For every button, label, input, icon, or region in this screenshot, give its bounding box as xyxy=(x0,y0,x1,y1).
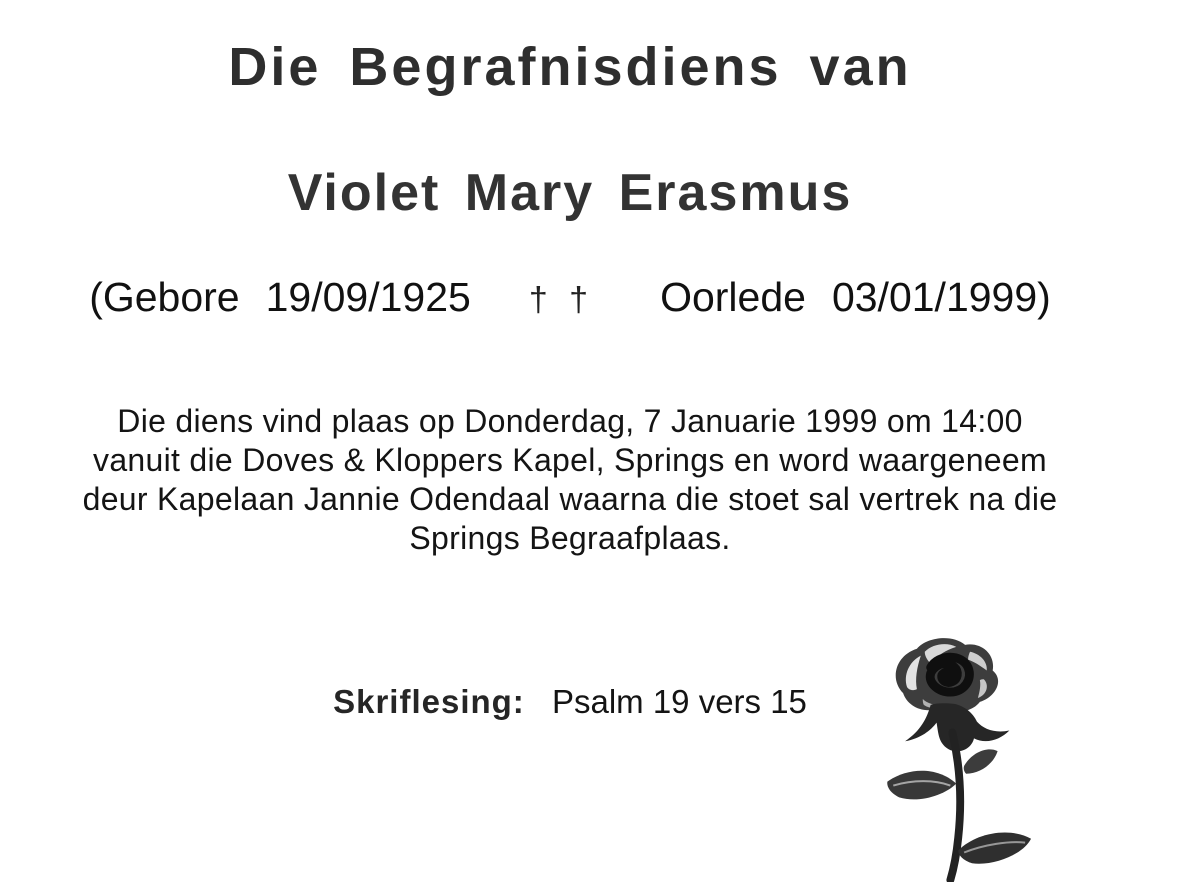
service-details-line: vanuit die Doves & Kloppers Kapel, Springs en word waargeneem xyxy=(93,442,1047,478)
rose-illustration xyxy=(872,636,1072,882)
died-label: Oorlede xyxy=(660,274,806,320)
scripture-reference: Psalm 19 vers 15 xyxy=(551,683,807,720)
service-details-line: deur Kapelaan Jannie Odendaal waarna die stoet sal vertrek na die xyxy=(82,481,1058,517)
died-date: 03/01/1999) xyxy=(831,274,1051,320)
service-details-line: Springs Begraafplaas. xyxy=(409,520,731,556)
deceased-name: Violet Mary Erasmus xyxy=(287,164,853,222)
page-title: Die Begrafnisdiens van xyxy=(228,37,912,97)
born-label: (Gebore xyxy=(89,274,240,320)
born-date: 19/09/1925 xyxy=(265,274,471,320)
service-details-line: Die diens vind plaas op Donderdag, 7 Januarie 1999 om 14:00 xyxy=(117,403,1023,439)
dagger-icon: † † xyxy=(528,281,595,319)
service-details-paragraph xyxy=(0,402,1140,558)
birth-death-dates-line xyxy=(0,274,1140,321)
rose-icon xyxy=(872,636,1072,882)
scripture-label: Skriflesing: xyxy=(333,683,525,720)
